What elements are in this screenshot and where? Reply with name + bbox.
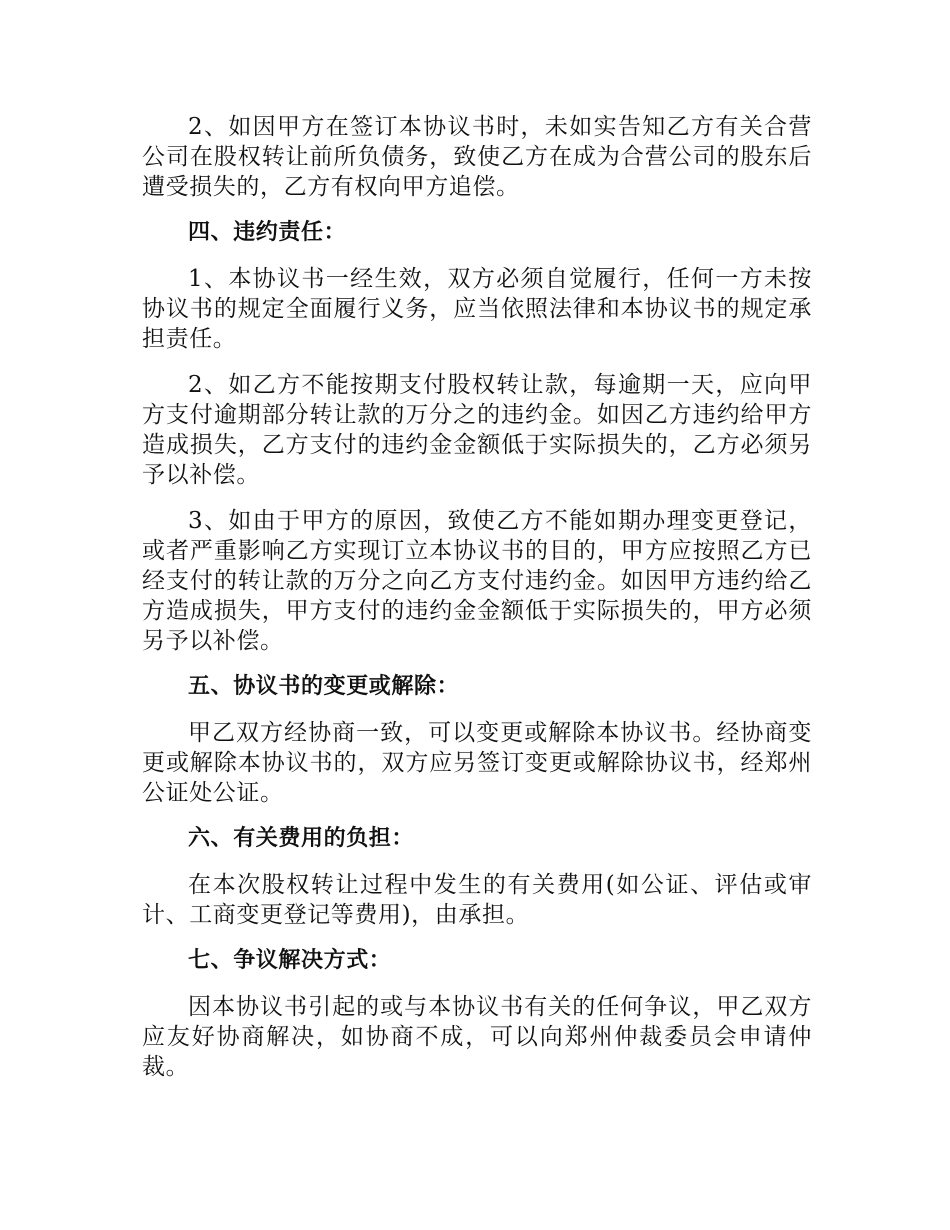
clause-3-2-paragraph: 2、如因甲方在签订本协议书时，未如实告知乙方有关合营公司在股权转让前所负债务，致使乙方在成为合营公司的股东后遭受损失的，乙方有权向甲方追偿。: [142, 114, 812, 200]
section-6-heading: 六、有关费用的负担：: [188, 826, 415, 851]
section-7-heading: 七、争议解决方式：: [188, 948, 392, 973]
section-5-paragraph: 甲乙双方经协商一致，可以变更或解除本协议书。经协商变更或解除本协议书的，双方应另签订变更或解除协议书，经郑州公证处公证。: [142, 720, 812, 806]
section-5-heading: 五、协议书的变更或解除：: [188, 674, 460, 699]
section-4-heading: 四、违约责任：: [188, 220, 347, 245]
clause-4-2-paragraph: 2、如乙方不能按期支付股权转让款，每逾期一天，应向甲方支付逾期部分转让款的万分之的违约金。如因乙方违约给甲方造成损失，乙方支付的违约金金额低于实际损失的，乙方必须另予以补偿。: [142, 372, 812, 488]
section-7-paragraph: 因本协议书引起的或与本协议书有关的任何争议，甲乙双方应友好协商解决，如协商不成，可以向郑州仲裁委员会申请仲裁。: [142, 994, 812, 1080]
clause-4-1-paragraph: 1、本协议书一经生效，双方必须自觉履行，任何一方未按协议书的规定全面履行义务，应当依照法律和本协议书的规定承担责任。: [142, 266, 812, 352]
clause-4-3-paragraph: 3、如由于甲方的原因，致使乙方不能如期办理变更登记，或者严重影响乙方实现订立本协议书的目的，甲方应按照乙方已经支付的转让款的万分之向乙方支付违约金。如因甲方违约给乙方造成损失，甲方支付的违约金金额低于实际损失的，甲方必须另予以补偿。: [142, 508, 812, 654]
document-page: [142, 112, 812, 1098]
section-6-paragraph: 在本次股权转让过程中发生的有关费用(如公证、评估或审计、工商变更登记等费用)，由承担。: [142, 872, 812, 928]
